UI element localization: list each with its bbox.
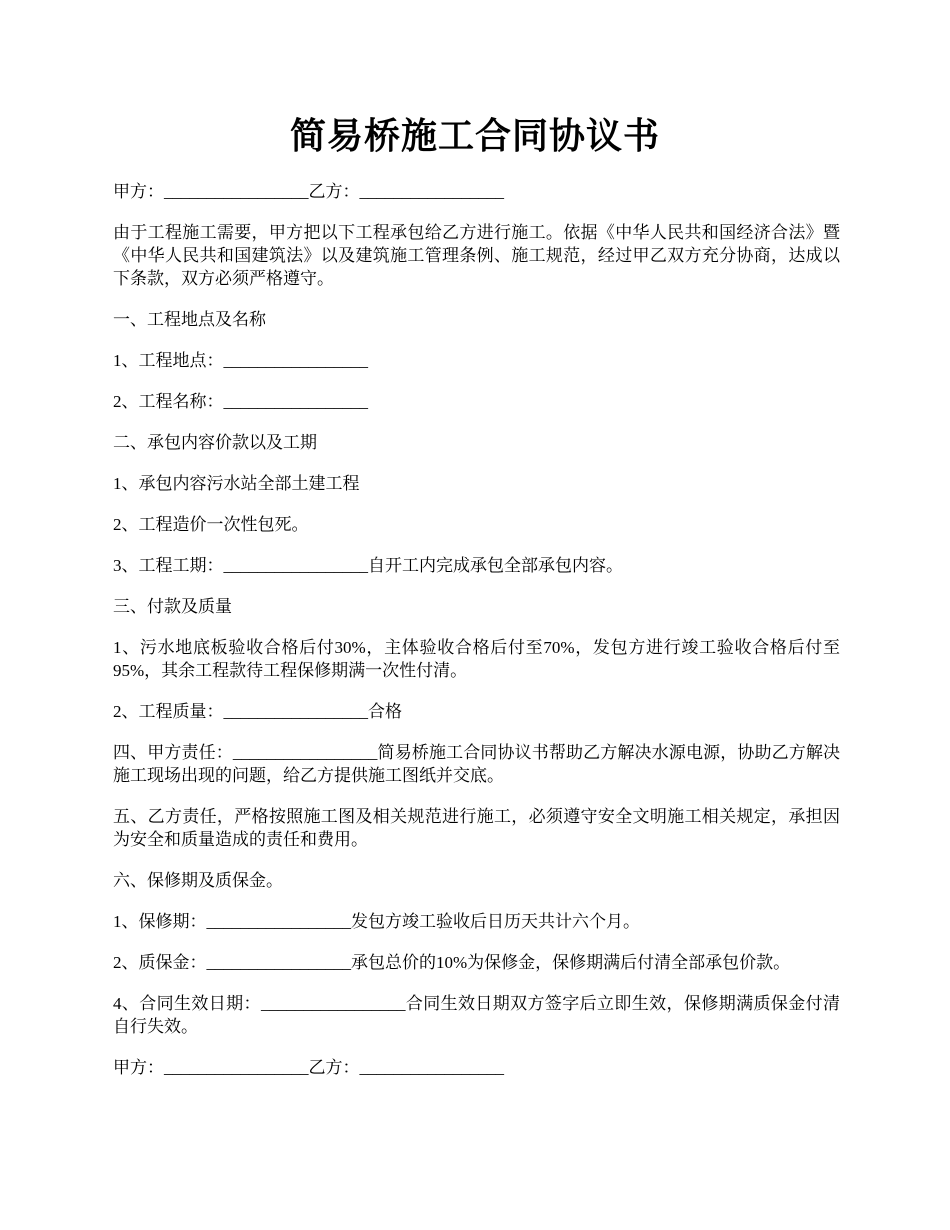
- clause-contract-content: 1、承包内容污水站全部土建工程: [113, 474, 360, 493]
- section-heading-1: 一、工程地点及名称: [113, 310, 266, 329]
- clause-project-duration: 3、工程工期：_________________自开工内完成承包全部承包内容。: [113, 556, 623, 575]
- section-heading-6: 六、保修期及质保金。: [113, 871, 283, 890]
- section-heading-2: 二、承包内容价款以及工期: [113, 433, 317, 452]
- signature-line-top: 甲方：_________________乙方：_________________: [113, 182, 504, 201]
- clause-project-name: 2、工程名称：_________________: [113, 392, 368, 411]
- section-party-a-duty: 四、甲方责任：_________________简易桥施工合同协议书帮助乙方解决水源电源，协助乙方解决施工现场出现的问题，给乙方提供施工图纸并交底。: [113, 743, 840, 785]
- section-party-b-duty: 五、乙方责任，严格按照施工图及相关规范进行施工，必须遵守安全文明施工相关规定，承担因为安全和质量造成的责任和费用。: [113, 807, 840, 849]
- clause-effective-date: 4、合同生效日期：_________________合同生效日期双方签字后立即生效，保修期满质保金付清自行失效。: [113, 994, 840, 1036]
- intro-paragraph: 由于工程施工需要，甲方把以下工程承包给乙方进行施工。依据《中华人民共和国经济合法》暨《中华人民共和国建筑法》以及建筑施工管理条例、施工规范，经过甲乙双方充分协商，达成以下条款，双方必须严格遵守。: [113, 223, 840, 288]
- clause-warranty-period: 1、保修期：_________________发包方竣工验收后日历天共计六个月。: [113, 912, 640, 931]
- clause-project-location: 1、工程地点：_________________: [113, 351, 368, 370]
- signature-line-bottom: 甲方：_________________乙方：_________________: [113, 1058, 504, 1077]
- document-body: [113, 180, 840, 1097]
- section-heading-3: 三、付款及质量: [113, 597, 232, 616]
- clause-retention-money: 2、质保金：_________________承包总价的10%为保修金，保修期满后付清全部承包价款。: [113, 953, 791, 972]
- clause-project-cost: 2、工程造价一次性包死。: [113, 515, 309, 534]
- clause-payment: 1、污水地底板验收合格后付30%，主体验收合格后付至70%，发包方进行竣工验收合格后付至95%，其余工程款待工程保修期满一次性付清。: [113, 638, 840, 680]
- document-title: 简易桥施工合同协议书: [289, 116, 660, 156]
- clause-quality: 2、工程质量：_________________合格: [113, 702, 402, 721]
